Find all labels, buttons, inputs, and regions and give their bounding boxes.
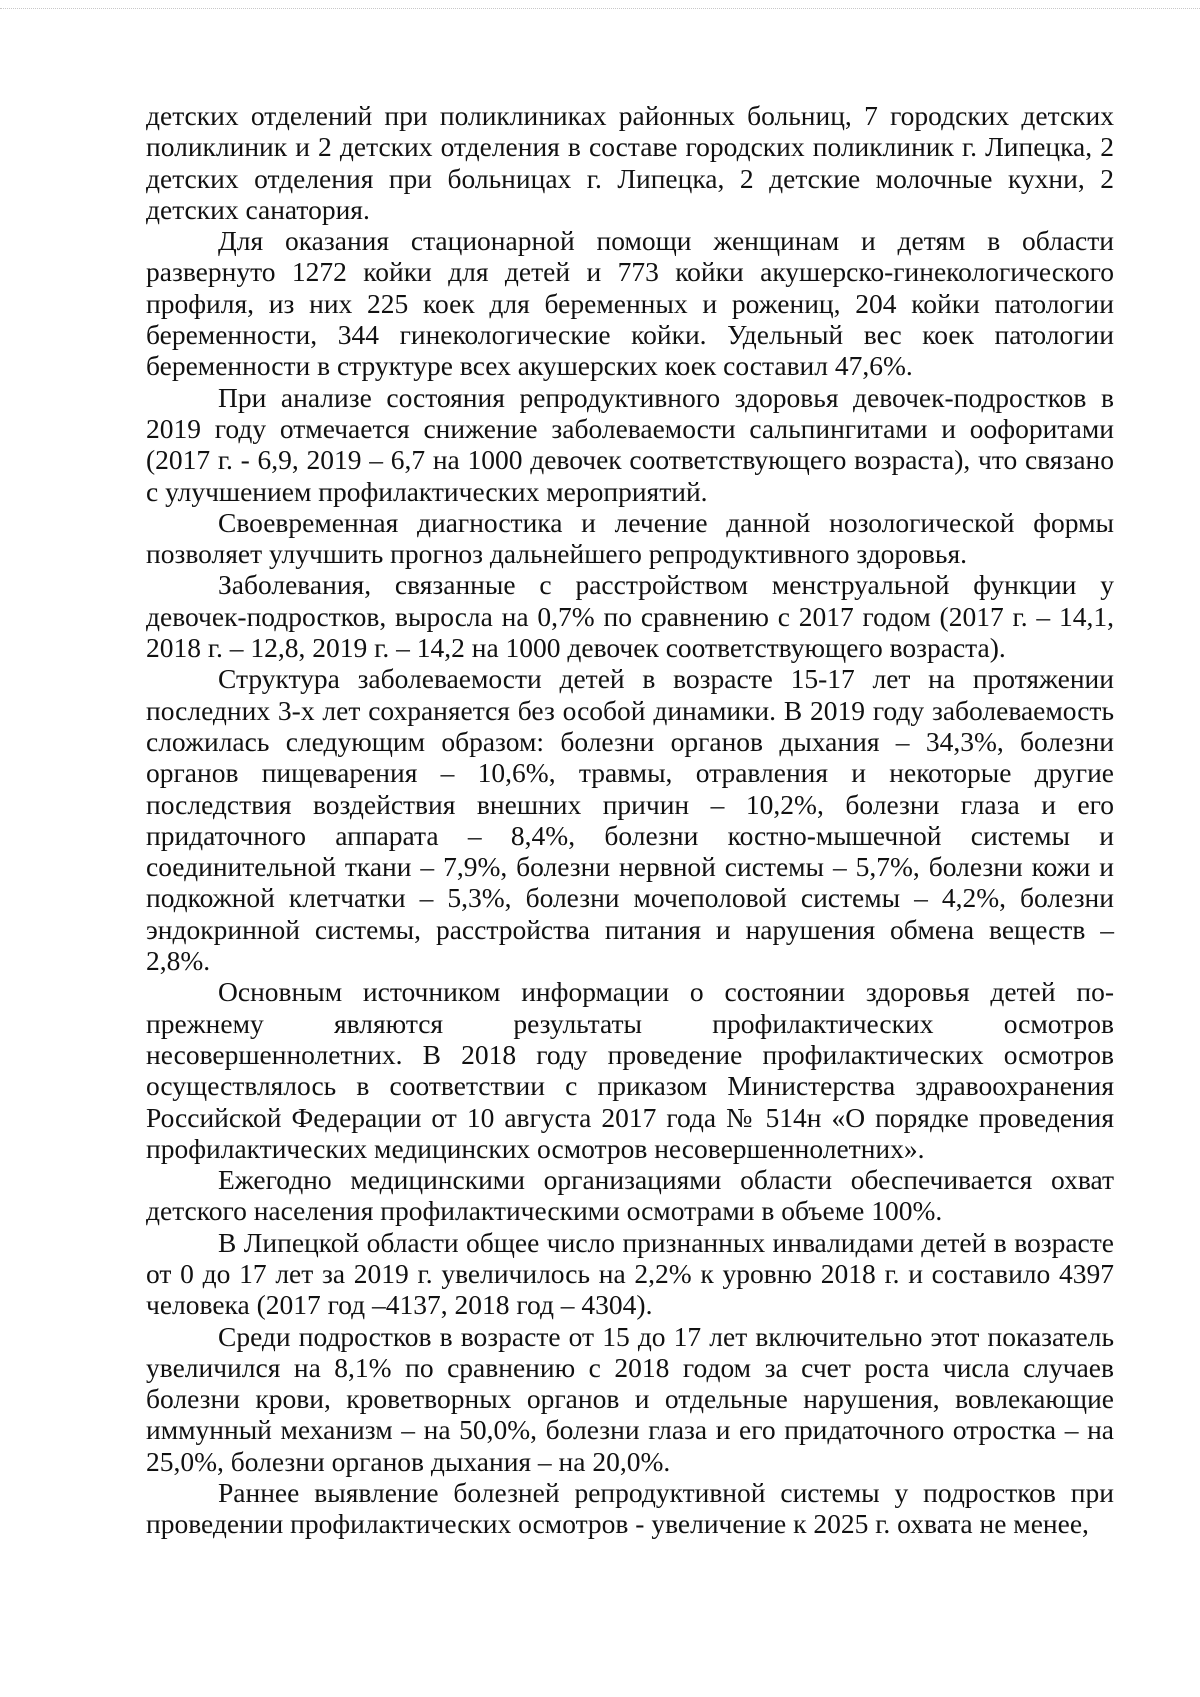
paragraph-reproductive-health: При анализе состояния репродуктивного здоровья девочек-подростков в 2019 году отмечается снижение заболеваемости сальпингитами и оофоритами (2017 г. - 6,9, 2019 – 6,7 на 1000 девочек соответствующего возраста), что связано с улучшением профилактических мероприятий. — [146, 381, 1114, 507]
paragraph-disabled-children: В Липецкой области общее число признанных инвалидами детей в возрасте от 0 до 17 лет за 2019 г. увеличилось на 2,2% к уровню 2018 г. и составило 4397 человека (2017 год –4137, 2018 год – 4304). — [146, 1226, 1114, 1321]
scan-top-edge — [0, 8, 1200, 9]
paragraph-preventive-exams: Основным источником информации о состоянии здоровья детей по-прежнему являются результаты профилактических осмотров несовершеннолетних. В 2018 году проведение профилактических осмотров осуществлялось в соответствии с приказом Министерства здравоохранения Российской Федерации от 10 августа 2017 года № 514н «О порядке проведения профилактических медицинских осмотров несовершеннолетних». — [146, 976, 1114, 1164]
paragraph-early-detection: Раннее выявление болезней репродуктивной системы у подростков при проведении профилактических осмотров - увеличение к 2025 г. охвата не менее, — [146, 1477, 1114, 1540]
paragraph-continuation: детских отделений при поликлиниках районных больниц, 7 городских детских поликлиник и 2 детских отделения в составе городских поликлиник г. Липецка, 2 детских отделения при больницах г. Липецка, 2 детские молочные кухни, 2 детских санатория. — [146, 100, 1114, 225]
paragraph-adolescents: Среди подростков в возрасте от 15 до 17 лет включительно этот показатель увеличился на 8,1% по сравнению с 2018 годом за счет роста числа случаев болезни крови, кроветворных органов и отдельные нарушения, вовлекающие иммунный механизм – на 50,0%, болезни глаза и его придаточного отростка – на 25,0%, болезни органов дыхания – на 20,0%. — [146, 1320, 1114, 1477]
paragraph-morbidity-structure: Структура заболеваемости детей в возрасте 15-17 лет на протяжении последних 3-х лет сохраняется без особой динамики. В 2019 году заболеваемость сложилась следующим образом: болезни органов дыхания – 34,3%, болезни органов пищеварения – 10,6%, травмы, отравления и некоторые другие последствия воздействия внешних причин – 10,2%, болезни глаза и его придаточного аппарата – 8,4%, болезни костно-мышечной системы и соединительной ткани – 7,9%, болезни нервной системы – 5,7%, болезни кожи и подкожной клетчатки – 5,3%, болезни мочеполовой системы – 4,2%, болезни эндокринной системы, расстройства питания и нарушения обмена веществ – 2,8%. — [146, 663, 1114, 977]
paragraph-coverage: Ежегодно медицинскими организациями области обеспечивается охват детского населения профилактическими осмотрами в объеме 100%. — [146, 1164, 1114, 1227]
paragraph-hospital-beds: Для оказания стационарной помощи женщинам и детям в области развернуто 1272 койки для детей и 773 койки акушерско-гинекологического профиля, из них 225 коек для беременных и рожениц, 204 койки патологии беременности, 344 гинекологические койки. Удельный вес коек патологии беременности в структуре всех акушерских коек составил 47,6%. — [146, 225, 1114, 382]
paragraph-menstrual-function: Заболевания, связанные с расстройством менструальной функции у девочек-подростков, выросла на 0,7% по сравнению с 2017 годом (2017 г. – 14,1, 2018 г. – 12,8, 2019 г. – 14,2 на 1000 девочек соответствующего возраста). — [146, 569, 1114, 664]
paragraph-diagnostics: Своевременная диагностика и лечение данной нозологической формы позволяет улучшить прогноз дальнейшего репродуктивного здоровья. — [146, 506, 1114, 570]
document-page — [146, 100, 1114, 1540]
